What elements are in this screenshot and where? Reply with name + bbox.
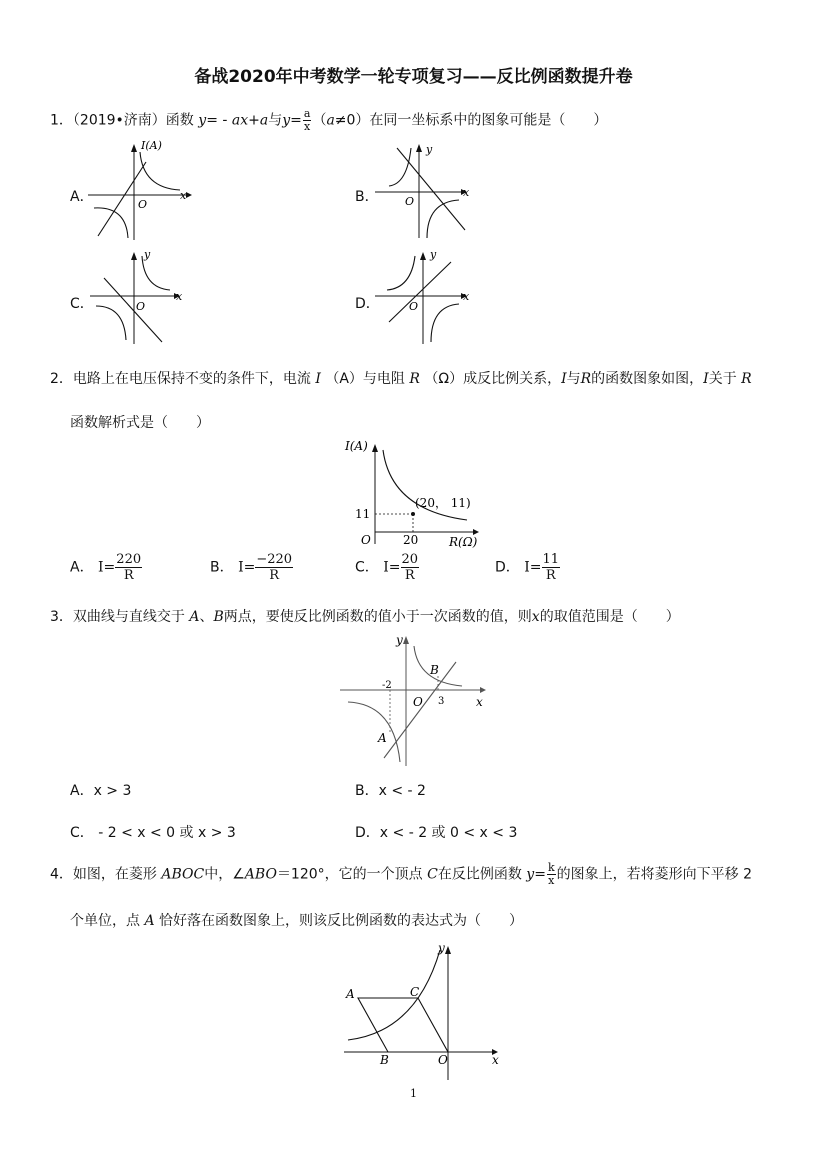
frac-den: x [548,874,555,887]
q1-option-d-label: D． [355,296,380,312]
frac-num: 220 [116,552,142,567]
var-y: y [282,112,291,129]
option-lhs: I= [238,559,256,576]
q4-text: ＝120°，它的一个顶点 [276,866,423,883]
vertex-A-label: A [346,987,355,1001]
q2-text: 的函数图象如图， [591,371,704,387]
q4-text: 恰好落在函数图象上，则该反比例函数的表达式为（ ） [159,913,524,929]
axis-y-label: y [426,143,433,156]
q2-graph [335,432,495,552]
q1-graph-d [375,248,485,348]
q1-eq: = - [206,112,232,129]
var-R: R [741,371,752,387]
q3-option-a: A．x > 3 [70,783,132,799]
origin-label: O [138,198,148,211]
var-A: A [144,913,155,929]
axis-x-label: x [463,186,470,199]
q1-option-c-label: C． [70,296,94,312]
axis-y-label: y [438,941,445,955]
var-ABOC: ABOC [161,866,205,883]
option-letter: C． [355,559,379,576]
axis-x-label: x [463,290,470,303]
q1-eq2: = [290,112,302,129]
var-A: A [189,609,200,625]
vertex-O-label: O [438,1053,448,1067]
q1-with: 与 [268,112,283,129]
q2-text: 电路上在电压保持不变的条件下，电流 [72,371,311,387]
q4-text: 在反比例函数 [437,866,522,883]
q3-option-b: B．x < - 2 [355,783,426,799]
q2-text: 关于 [708,371,737,387]
question-2-stem-line1 [50,368,752,388]
fraction-k-over-x [547,862,556,887]
var-R: R [580,371,592,387]
rhombus-ABOC [358,998,448,1052]
q2-text: 与 [566,371,581,387]
q4-graph [338,940,508,1082]
q2-option-c [355,552,419,583]
var-a: a [326,112,335,129]
axis-y-label: I(A) [141,140,162,152]
var-I: I [561,371,567,387]
origin-label: O [405,195,415,208]
var-y: y [198,112,207,129]
fraction-a-over-x [303,108,312,133]
var-ax: ax [231,112,249,129]
var-ABO: ABO [244,866,277,883]
q1-cond: ≠0）在同一坐标系中的图象可能是（ ） [334,112,608,129]
var-C: C [427,866,438,883]
question-4-stem-line1 [50,862,752,887]
origin-label: O [413,695,423,709]
var-a: a [259,112,269,129]
q1-source: （2019•济南）函数 [72,112,194,129]
frac-num: a [303,107,311,120]
var-y: y [526,866,535,883]
frac-num: 20 [401,552,419,567]
q1-plus: + [248,112,260,129]
question-3-stem [50,606,680,626]
point-20-11 [411,512,415,516]
q1-option-a-label: A． [70,189,94,205]
q4-text: 如图，在菱形 [72,866,157,883]
axis-y-label: y [430,248,437,261]
q1-graph-c [90,248,200,348]
q3-sep: 、 [199,609,214,625]
q2-text: （Ω）成反比例关系， [424,371,562,387]
question-2-stem-line2: 函数解析式是（ ） [70,415,210,431]
q1-option-b-label: B． [355,189,379,205]
question-number: 1． [50,112,73,129]
axis-y-label: I(A) [345,439,368,453]
var-I: I [315,371,321,387]
q4-eq: = [534,866,546,883]
tick-3: 3 [438,696,445,707]
option-fraction [115,552,142,583]
q2-option-a [70,552,142,583]
frac-den: R [404,568,415,583]
option-fraction [542,552,561,583]
origin-label: O [361,533,371,547]
q4-text: 个单位，点 [70,913,140,929]
option-letter: A． [70,559,94,576]
q2-text: （A）与电阻 [325,371,405,387]
vertex-C-label: C [410,985,420,999]
point-label: (20， 11) [415,496,471,510]
q3-text: 两点，要使反比例函数的值小于一次函数的值，则 [223,609,532,625]
axis-x-label: x [492,1053,499,1067]
q3-option-c: C． - 2 < x < 0 或 x > 3 [70,825,236,841]
axis-x-label: R(Ω) [449,535,478,549]
question-4-stem-line2 [70,910,523,930]
q3-text: 双曲线与直线交于 [72,609,185,625]
question-1-stem [50,108,607,133]
question-number: 4． [50,866,73,883]
frac-den: R [123,568,134,583]
frac-num: −220 [256,552,293,567]
var-B: B [213,609,224,625]
var-x: x [531,609,540,625]
q3-graph [338,632,498,772]
option-fraction [255,552,293,583]
q1-cond-open: （ [312,112,327,129]
option-letter: B． [210,559,234,576]
option-fraction [401,552,420,583]
question-number: 2． [50,371,73,387]
point-B-label: B [430,663,439,677]
var-R: R [409,371,420,387]
axis-y-label: y [396,633,403,647]
option-lhs: I= [98,559,116,576]
axis-y-label: y [144,248,151,261]
axis-x-label: x [476,695,483,709]
q3-option-d: D．x < - 2 或 0 < x < 3 [355,825,518,841]
page-number: 1 [410,1087,417,1100]
y-tick-11: 11 [355,507,371,521]
q3-text: 的取值范围是（ ） [539,609,680,625]
page-title: 备战2020年中考数学一轮专项复习——反比例函数提升卷 [194,67,633,87]
var-I: I [703,371,709,387]
point-A-label: A [378,731,387,745]
q2-option-b [210,552,293,583]
q4-text: 的图象上，若将菱形向下平移 2 [556,866,752,883]
frac-den: R [269,568,280,583]
q1-graph-a [88,140,198,242]
q2-option-d [495,552,560,583]
origin-label: O [136,300,146,313]
option-lhs: I= [383,559,401,576]
frac-num: k [547,861,555,874]
frac-den: R [545,568,556,583]
frac-den: x [304,120,311,133]
option-letter: D． [495,559,520,576]
x-tick-20: 20 [403,533,419,547]
axis-x-label: x [176,290,183,303]
q4-text: 中，∠ [204,866,245,883]
option-lhs: I= [524,559,542,576]
axis-x-label: x [180,189,187,202]
vertex-B-label: B [380,1053,389,1067]
q1-graph-b [375,140,485,242]
question-number: 3． [50,609,73,625]
frac-num: 11 [542,552,560,567]
origin-label: O [409,300,419,313]
tick-neg2: -2 [382,680,392,691]
